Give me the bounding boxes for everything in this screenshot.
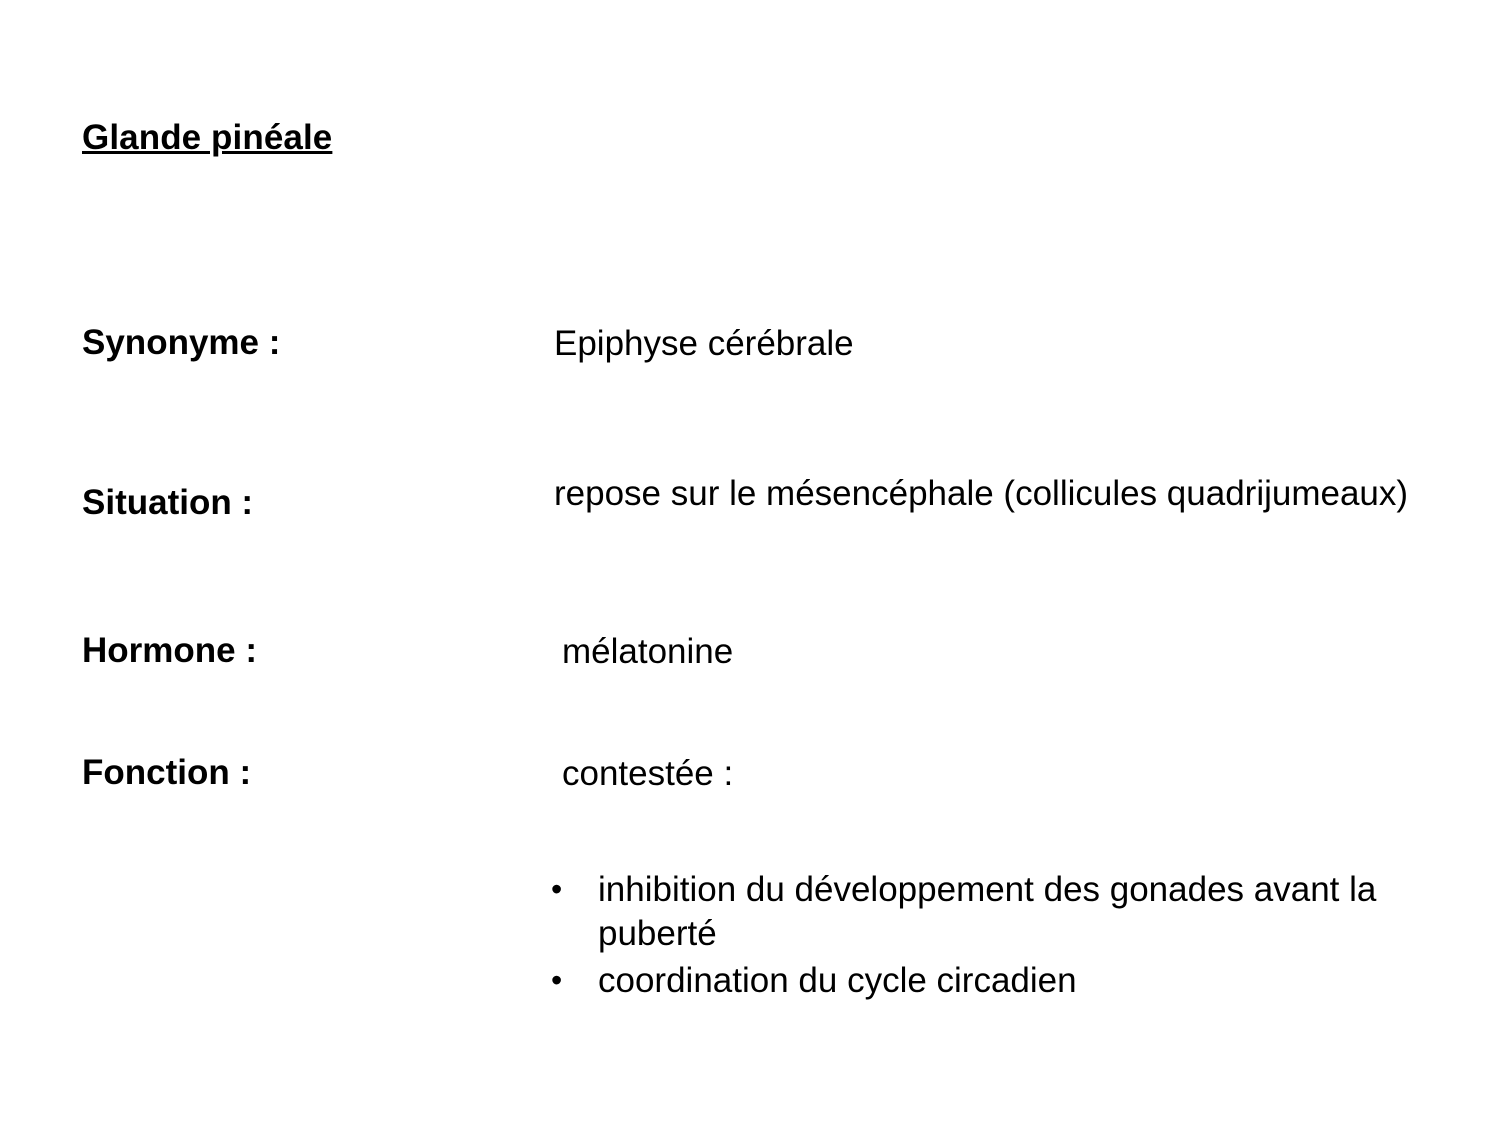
list-item: [540, 868, 1400, 957]
field-row-synonyme: [82, 322, 1422, 366]
field-row-situation: [82, 472, 1422, 525]
field-row-fonction: [82, 752, 1422, 796]
list-item: [540, 959, 1400, 1003]
field-label-fonction: Fonction :: [82, 753, 252, 792]
field-row-hormone: [82, 630, 1422, 674]
field-value-hormone: mélatonine: [562, 632, 734, 671]
bullet-icon: •: [551, 961, 563, 998]
field-label-synonyme: Synonyme :: [82, 323, 281, 362]
field-value-situation: repose sur le mésencéphale (collicules quadrijumeaux): [554, 474, 1409, 513]
list-item-label: coordination du cycle circadien: [598, 960, 1077, 1000]
field-value-synonyme: Epiphyse cérébrale: [554, 324, 854, 363]
page-title: Glande pinéale: [82, 118, 333, 157]
list-item-label: inhibition du développement des gonades avant la puberté: [598, 870, 1377, 954]
bullet-icon: •: [551, 871, 563, 907]
field-value-fonction: contestée :: [562, 754, 734, 793]
field-label-situation: Situation :: [82, 483, 254, 522]
bullet-list: [540, 868, 1400, 1005]
field-label-hormone: Hormone :: [82, 631, 257, 670]
